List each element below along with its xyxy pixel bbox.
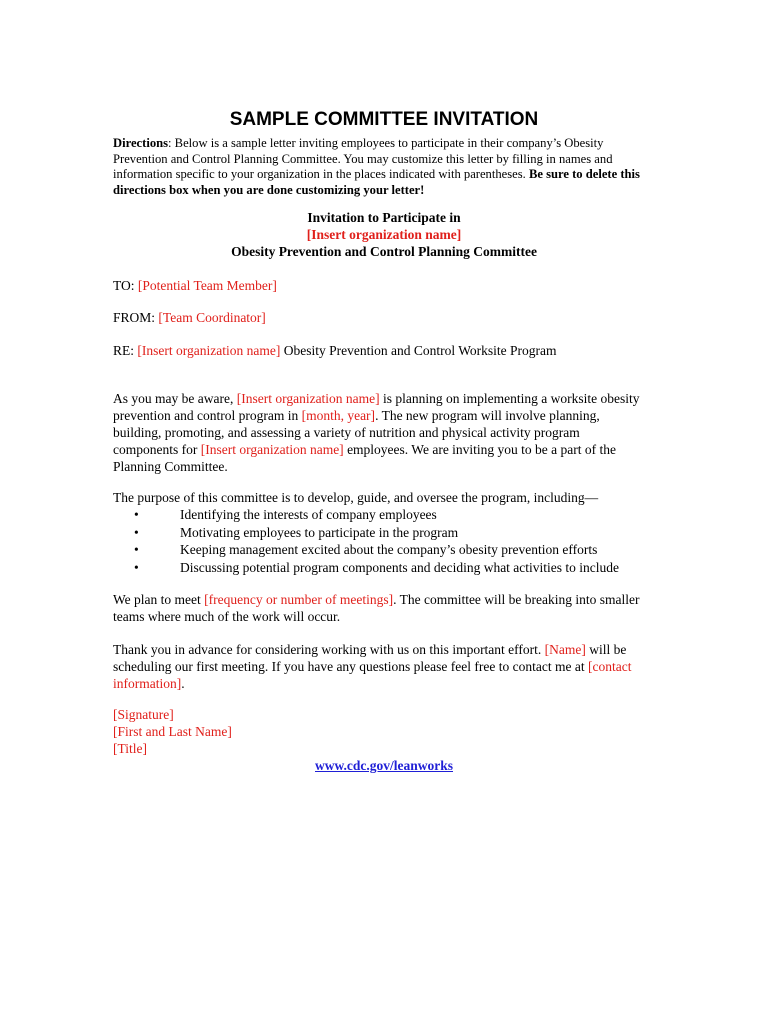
- paragraph-text: . The new program will involve planning, building, promoting, and assessing a variety of nutrition and physical activity program components for: [113, 408, 600, 457]
- invitation-heading: [0, 209, 768, 260]
- list-item-text: Keeping management excited about the company’s obesity prevention efforts: [180, 542, 598, 557]
- body-paragraph-4: [113, 641, 645, 692]
- directions-delete-note: Be sure to delete this directions box when you are done customizing your letter!: [113, 167, 640, 197]
- paragraph-text: As you may be aware,: [113, 391, 237, 406]
- paragraph-text: is planning on implementing a worksite obesity prevention and control program in: [113, 391, 640, 423]
- body-paragraph-2-intro: The purpose of this committee is to develop, guide, and oversee the program, including—: [113, 490, 599, 505]
- list-item-text: Discussing potential program components and deciding what activities to include: [180, 559, 620, 575]
- paragraph-text: will be scheduling our first meeting. If you have any questions please feel free to contact me at: [113, 642, 627, 674]
- list-item: [113, 559, 673, 577]
- org-placeholder: [Insert organization name]: [236, 391, 380, 406]
- invitation-org-placeholder: [Insert organization name]: [306, 227, 462, 242]
- org-placeholder: [Insert organization name]: [200, 442, 344, 457]
- directions-label: Directions: [113, 136, 169, 150]
- memo-re-text: Obesity Prevention and Control Worksite Program: [280, 343, 557, 358]
- memo-re: [113, 342, 673, 359]
- paragraph-text: employees. We are inviting you to be a part of the Planning Committee.: [113, 442, 617, 474]
- bullet-icon: •: [134, 507, 139, 522]
- contact-placeholder: [contact information]: [113, 659, 632, 691]
- list-item-text: Identifying the interests of company employees: [180, 507, 437, 522]
- list-item: [113, 506, 673, 524]
- memo-from-label: FROM:: [113, 310, 159, 325]
- memo-to: [113, 277, 673, 294]
- footer-link-container: [0, 757, 768, 774]
- invitation-line-1: Invitation to Participate in: [307, 210, 461, 225]
- signature-placeholder: [Signature]: [113, 707, 174, 722]
- memo-to-label: TO:: [113, 278, 138, 293]
- signature-block: [113, 706, 232, 757]
- committee-tasks-list: [113, 506, 673, 576]
- memo-re-label: RE:: [113, 343, 138, 358]
- memo-from-placeholder: [Team Coordinator]: [158, 310, 266, 325]
- bullet-icon: •: [134, 524, 139, 540]
- memo-to-placeholder: [Potential Team Member]: [137, 278, 277, 293]
- list-item: [113, 541, 673, 559]
- directions-box: [113, 136, 653, 198]
- paragraph-text: We plan to meet: [113, 592, 205, 607]
- list-item-text: Motivating employees to participate in the program: [180, 524, 459, 540]
- memo-re-org-placeholder: [Insert organization name]: [137, 343, 281, 358]
- bullet-icon: •: [134, 542, 139, 557]
- paragraph-text: .: [181, 676, 185, 691]
- meetings-placeholder: [frequency or number of meetings]: [204, 592, 394, 607]
- body-paragraph-1: [113, 390, 645, 475]
- date-placeholder: [month, year]: [301, 408, 376, 423]
- body-paragraph-3: [113, 591, 645, 625]
- list-item: [113, 524, 673, 542]
- invitation-line-3: Obesity Prevention and Control Planning Committee: [231, 244, 537, 259]
- name-placeholder: [Name]: [544, 642, 586, 657]
- directions-text: : Below is a sample letter inviting employees to participate in their company’s Obesity Prevention and Control Planning Committee. You may customize this letter by filling in names and information specific to your organization in the places indicated with parentheses.: [113, 136, 613, 181]
- document-title: SAMPLE COMMITTEE INVITATION: [229, 109, 539, 130]
- cdc-leanworks-link[interactable]: www.cdc.gov/leanworks: [315, 758, 453, 773]
- full-name-placeholder: [First and Last Name]: [113, 724, 232, 739]
- title-placeholder: [Title]: [113, 741, 148, 756]
- bullet-icon: •: [134, 559, 139, 575]
- paragraph-text: Thank you in advance for considering working with us on this important effort.: [113, 642, 545, 657]
- paragraph-text: . The committee will be breaking into smaller teams where much of the work will occur.: [113, 592, 640, 624]
- memo-from: [113, 309, 673, 326]
